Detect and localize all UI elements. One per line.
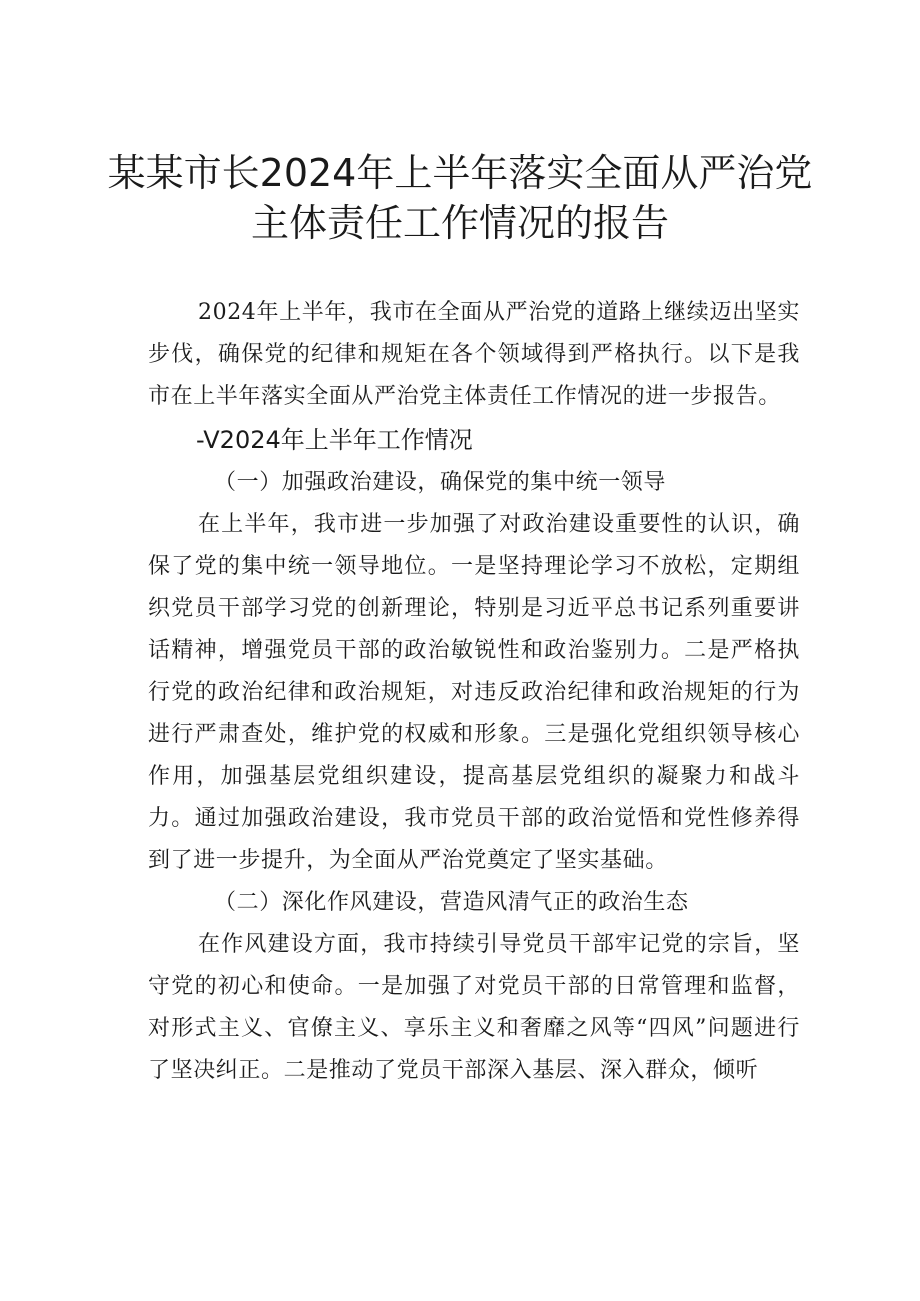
intro-paragraph: 2024年上半年，我市在全面从严治党的道路上继续迈出坚实步伐，确保党的纪律和规矩在各个领域得到严格执行。以下是我市在上半年落实全面从严治党主体责任工作情况的进一步报告。 — [148, 300, 800, 409]
document-title — [100, 148, 820, 248]
body-paragraph-1: 在上半年，我市进一步加强了对政治建设重要性的认识，确保了党的集中统一领导地位。一是坚持理论学习不放松，定期组织党员干部学习党的创新理论，特别是习近平总书记系列重要讲话精神，增强党员干部的政治敏锐性和政治鉴别力。二是严格执行党的政治纪律和政治规矩，对违反政治纪律和政治规矩的行为进行严肃查处，维护党的权威和形象。三是强化党组织领导核心作用，加强基层党组织建设，提高基层党组织的凝聚力和战斗力。通过加强政治建设，我市党员干部的政治觉悟和党性修养得到了进一步提升，为全面从严治党奠定了坚实基础。 — [148, 512, 800, 873]
subsection-heading-1: （一）加强政治建设，确保党的集中统一领导 — [214, 470, 667, 495]
section-heading: -V2024年上半年工作情况 — [196, 426, 473, 454]
subsection-heading-2: （二）深化作风建设，营造风清气正的政治生态 — [214, 890, 689, 915]
title-line-2: 主体责任工作情况的报告 — [250, 201, 669, 245]
body-paragraph-2: 在作风建设方面，我市持续引导党员干部牢记党的宗旨，坚守党的初心和使命。一是加强了对党员干部的日常管理和监督，对形式主义、官僚主义、享乐主义和奢靡之风等“四风”问题进行了坚决纠正。二是推动了党员干部深入基层、深入群众，倾听 — [148, 932, 800, 1083]
document-body — [148, 292, 800, 1092]
title-line-1: 某某市长2024年上半年落实全面从严治党 — [107, 151, 813, 195]
